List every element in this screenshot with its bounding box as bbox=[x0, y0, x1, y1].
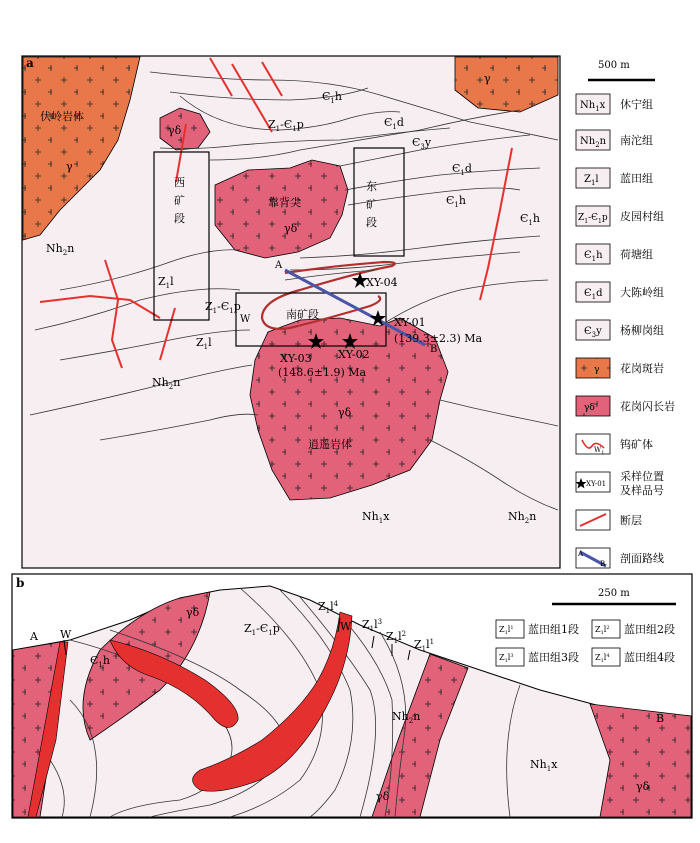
svg-text:B: B bbox=[600, 560, 606, 568]
legend-name-2: 蓝田组 bbox=[620, 172, 653, 185]
svg-text:Z1l: $Z_1l$ bbox=[584, 174, 599, 187]
map-nh2n-2: $Nh_2n$ bbox=[152, 376, 181, 391]
west-seg-2: 矿 bbox=[174, 194, 185, 207]
legend-name-6: 杨柳岗组 bbox=[620, 324, 664, 337]
sec-leg-1: 蓝田组2段 bbox=[624, 623, 675, 636]
map-e1h-1: $Є_1h$ bbox=[322, 90, 342, 105]
fuling-label: 伏岭岩体 bbox=[40, 110, 84, 123]
xy03-label: XY-03 bbox=[280, 352, 312, 365]
sec-l2: $Z_1l^2$ bbox=[386, 630, 407, 645]
sec-l1: $Z_1l^1$ bbox=[414, 638, 435, 653]
sec-a-label: A bbox=[30, 630, 38, 643]
scale-b-text: 250 m bbox=[598, 588, 630, 599]
sec-leg-0: 蓝田组1段 bbox=[528, 623, 579, 636]
east-seg-2: 矿 bbox=[366, 198, 377, 211]
legend-name-10b: 及样品号 bbox=[620, 484, 664, 497]
legend-name-9: 钨矿体 bbox=[620, 438, 653, 451]
legend-name-3: 皮园村组 bbox=[620, 210, 664, 223]
section-a-label: A bbox=[275, 260, 283, 271]
svg-text:Nh2n: $Nh_2n$ bbox=[580, 136, 607, 149]
legend-name-12: 剖面路线 bbox=[620, 552, 664, 565]
sec-nh2n: $Nh_2n$ bbox=[392, 710, 421, 725]
sec-gd-1: γδ bbox=[186, 606, 200, 619]
sec-e1h: $Є_1h$ bbox=[90, 654, 110, 669]
svg-text:XY-01: XY-01 bbox=[586, 480, 607, 488]
svg-text:Z1l2: $Z_1l^2$ bbox=[595, 625, 610, 636]
sec-w-label: W bbox=[60, 628, 72, 641]
sec-leg-2: 蓝田组3段 bbox=[528, 651, 579, 664]
map-z1cp-2: $Z_1-Є_1p$ bbox=[205, 300, 241, 315]
xy03-age: (148.6±1.9) Ma bbox=[278, 366, 367, 379]
svg-text:Є1h: $Є_1h$ bbox=[584, 250, 603, 263]
sec-b-label: B bbox=[656, 712, 665, 725]
map-panel-a bbox=[22, 56, 560, 568]
west-seg-1: 西 bbox=[174, 176, 185, 189]
sec-l4: $Z_1l^4$ bbox=[318, 600, 339, 615]
svg-text:A: A bbox=[578, 550, 584, 558]
xy02-label: XY-02 bbox=[338, 348, 370, 361]
xiaoyao-label: 逍遥岩体 bbox=[308, 438, 352, 451]
scale-a-text: 500 m bbox=[598, 60, 630, 71]
svg-text:γ: γ bbox=[594, 365, 600, 375]
kaobeijian-label: 靠背尖 bbox=[268, 196, 301, 209]
sec-z1cp: $Z_1-Є_1p$ bbox=[244, 622, 280, 637]
legend-name-1: 南沱组 bbox=[620, 134, 653, 147]
map-legend bbox=[576, 94, 676, 568]
svg-text:Z1-Є1p: $Z_1-Є_1p$ bbox=[578, 213, 608, 225]
east-seg-1: 东 bbox=[366, 180, 377, 193]
map-e3y: $Є_3y$ bbox=[412, 136, 432, 151]
svg-text:Z1l4: $Z_1l^4$ bbox=[595, 653, 610, 664]
svg-text:Z1l3: $Z_1l^3$ bbox=[499, 653, 514, 664]
map-e1h-2: $Є_1h$ bbox=[446, 194, 466, 209]
sec-nh1x: $Nh_1x$ bbox=[530, 758, 558, 773]
south-seg-label: 南矿段 bbox=[286, 308, 319, 321]
map-gamma-1: γ bbox=[66, 160, 73, 173]
xy04-label: XY-04 bbox=[366, 276, 398, 289]
cross-section-panel-b bbox=[12, 574, 692, 818]
map-z1e1p-1: $Z_1-Є_1p$ bbox=[268, 118, 304, 133]
legend-name-11: 断层 bbox=[620, 514, 642, 527]
legend-name-4: 荷塘组 bbox=[620, 248, 653, 261]
map-z1l-1: $Z_1l$ bbox=[158, 275, 174, 290]
sec-leg-3: 蓝田组4段 bbox=[624, 651, 675, 664]
xy01-age: (139.3±2.3) Ma bbox=[394, 332, 483, 345]
panel-a-label: a bbox=[26, 56, 34, 70]
svg-text:Nh1x: $Nh_1x$ bbox=[580, 100, 606, 113]
map-nh2n-3: $Nh_2n$ bbox=[508, 510, 537, 525]
sec-gd-2: γδ bbox=[376, 790, 390, 803]
map-gd-2: γδ bbox=[284, 222, 298, 235]
svg-text:Є3y: $Є_3y$ bbox=[584, 326, 602, 339]
sec-w2-label: W bbox=[340, 620, 352, 633]
svg-text:Є1d: $Є_1d$ bbox=[584, 288, 603, 301]
map-e1h-3: $Є_1h$ bbox=[520, 212, 540, 227]
sec-gd-3: γδ bbox=[636, 780, 650, 793]
section-b-label: B bbox=[430, 344, 438, 355]
legend-name-10a: 采样位置 bbox=[620, 470, 664, 483]
map-gamma-2: γ bbox=[484, 72, 491, 85]
legend-name-0: 休宁组 bbox=[620, 98, 653, 111]
svg-text:γδ: γδ bbox=[584, 403, 595, 413]
xy01-label: XY-01 bbox=[394, 316, 426, 329]
svg-text:W1: $W_1$ bbox=[594, 446, 605, 456]
map-nh1x: $Nh_1x$ bbox=[362, 510, 390, 525]
panel-b-label: b bbox=[16, 576, 25, 590]
map-nh2n-1: $Nh_2n$ bbox=[46, 242, 75, 257]
map-z1l-2: $Z_1l$ bbox=[196, 336, 212, 351]
svg-text:Z1l1: $Z_1l^1$ bbox=[499, 625, 514, 636]
map-e1d-1: $Є_1d$ bbox=[384, 116, 404, 131]
west-seg-3: 段 bbox=[174, 212, 185, 225]
legend-name-7: 花岗斑岩 bbox=[620, 362, 664, 375]
map-gd-1: γδ bbox=[168, 124, 182, 137]
legend-box-gamma bbox=[576, 358, 610, 378]
map-e1d-2: $Є_1d$ bbox=[452, 162, 472, 177]
map-gd-3: γδ bbox=[338, 406, 352, 419]
scale-bar-a bbox=[588, 60, 655, 80]
w-label: W bbox=[240, 314, 251, 325]
legend-name-8: 花岗闪长岩 bbox=[620, 400, 675, 413]
sec-l3: $Z_1l^3$ bbox=[362, 618, 383, 633]
legend-name-5: 大陈岭组 bbox=[620, 286, 664, 299]
east-seg-3: 段 bbox=[366, 216, 377, 229]
